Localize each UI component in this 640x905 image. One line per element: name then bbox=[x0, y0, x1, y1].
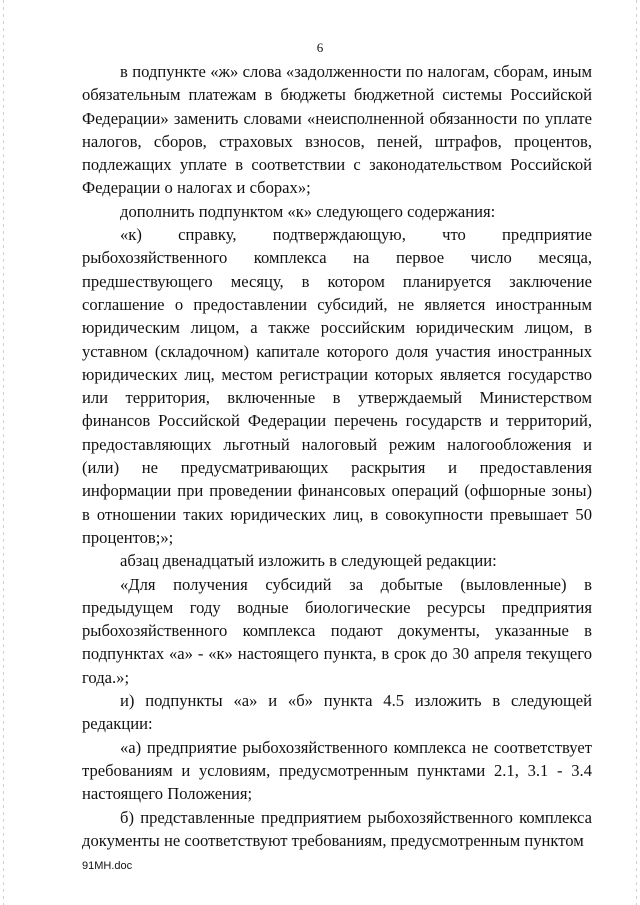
paragraph-subpoint-k-text: «к) справку, подтверждающую, что предприятие рыбохозяйственного комплекса на первое число месяца, предшествующего месяцу, в котором планируется заключение соглашение о предоставлении субсидий, не является иностранным юридическим лицом, а также российским юридическим лицом, в уставном (складочном) капитале которого доля участия иностранных юридических лиц, местом регистрации которых является государство или территория, включенные в утверждаемый Министерством финансов Российской Федерации перечень государств и территорий, предоставляющих льготный налоговый режим налогообложения и (или) не предусматривающих раскрытия и предоставления информации при проведении финансовых операций (офшорные зоны) в отношении таких юридических лиц, в совокупности превышает 50 процентов;»; bbox=[82, 225, 592, 547]
scan-left-edge bbox=[3, 0, 4, 905]
page-number: 6 bbox=[316, 40, 324, 55]
footer-filename: 91МН.doc bbox=[82, 860, 133, 872]
paragraph-subpoint-zh: в подпункте «ж» слова «задолженности по налогам, сборам, иным обязательным платежам в бюджеты бюджетной системы Российской Федерации» заменить словами «неисполненной обязанности по уплате налогов, сборов, страховых взносов, пеней, штрафов, процентов, подлежащих уплате в соответствии с законодательством Российской Федерации о налогах и сборах»; bbox=[82, 62, 592, 198]
paragraph-subsidy-deadline: «Для получения субсидий за добытые (выловленные) в предыдущем году водные биологические ресурсы предприятия рыбохозяйственного комплекса подают документы, указанные в подпунктах «а» - «к» настоящего пункта, в срок до 30 апреля текущего года.»; bbox=[82, 574, 592, 687]
paragraph-add-subpoint-k: дополнить подпунктом «к» следующего содержания: bbox=[120, 201, 496, 221]
paragraph-subpoint-a: «а) предприятие рыбохозяйственного комплекса не соответствует требованиям и условиям, предусмотренным пунктами 2.1, 3.1 - 3.4 настоящего Положения; bbox=[82, 737, 592, 804]
paragraph-subpoint-b: б) представленные предприятием рыбохозяйственного комплекса документы не соответствуют требованиям, предусмотренным пунктом bbox=[82, 807, 592, 850]
paragraph-item-i: и) подпункты «а» и «б» пункта 4.5 изложить в следующей редакции: bbox=[82, 691, 592, 734]
scan-right-edge bbox=[636, 0, 637, 905]
document-body bbox=[82, 60, 592, 852]
paragraph-twelfth-abzac: абзац двенадцатый изложить в следующей редакции: bbox=[120, 551, 497, 571]
